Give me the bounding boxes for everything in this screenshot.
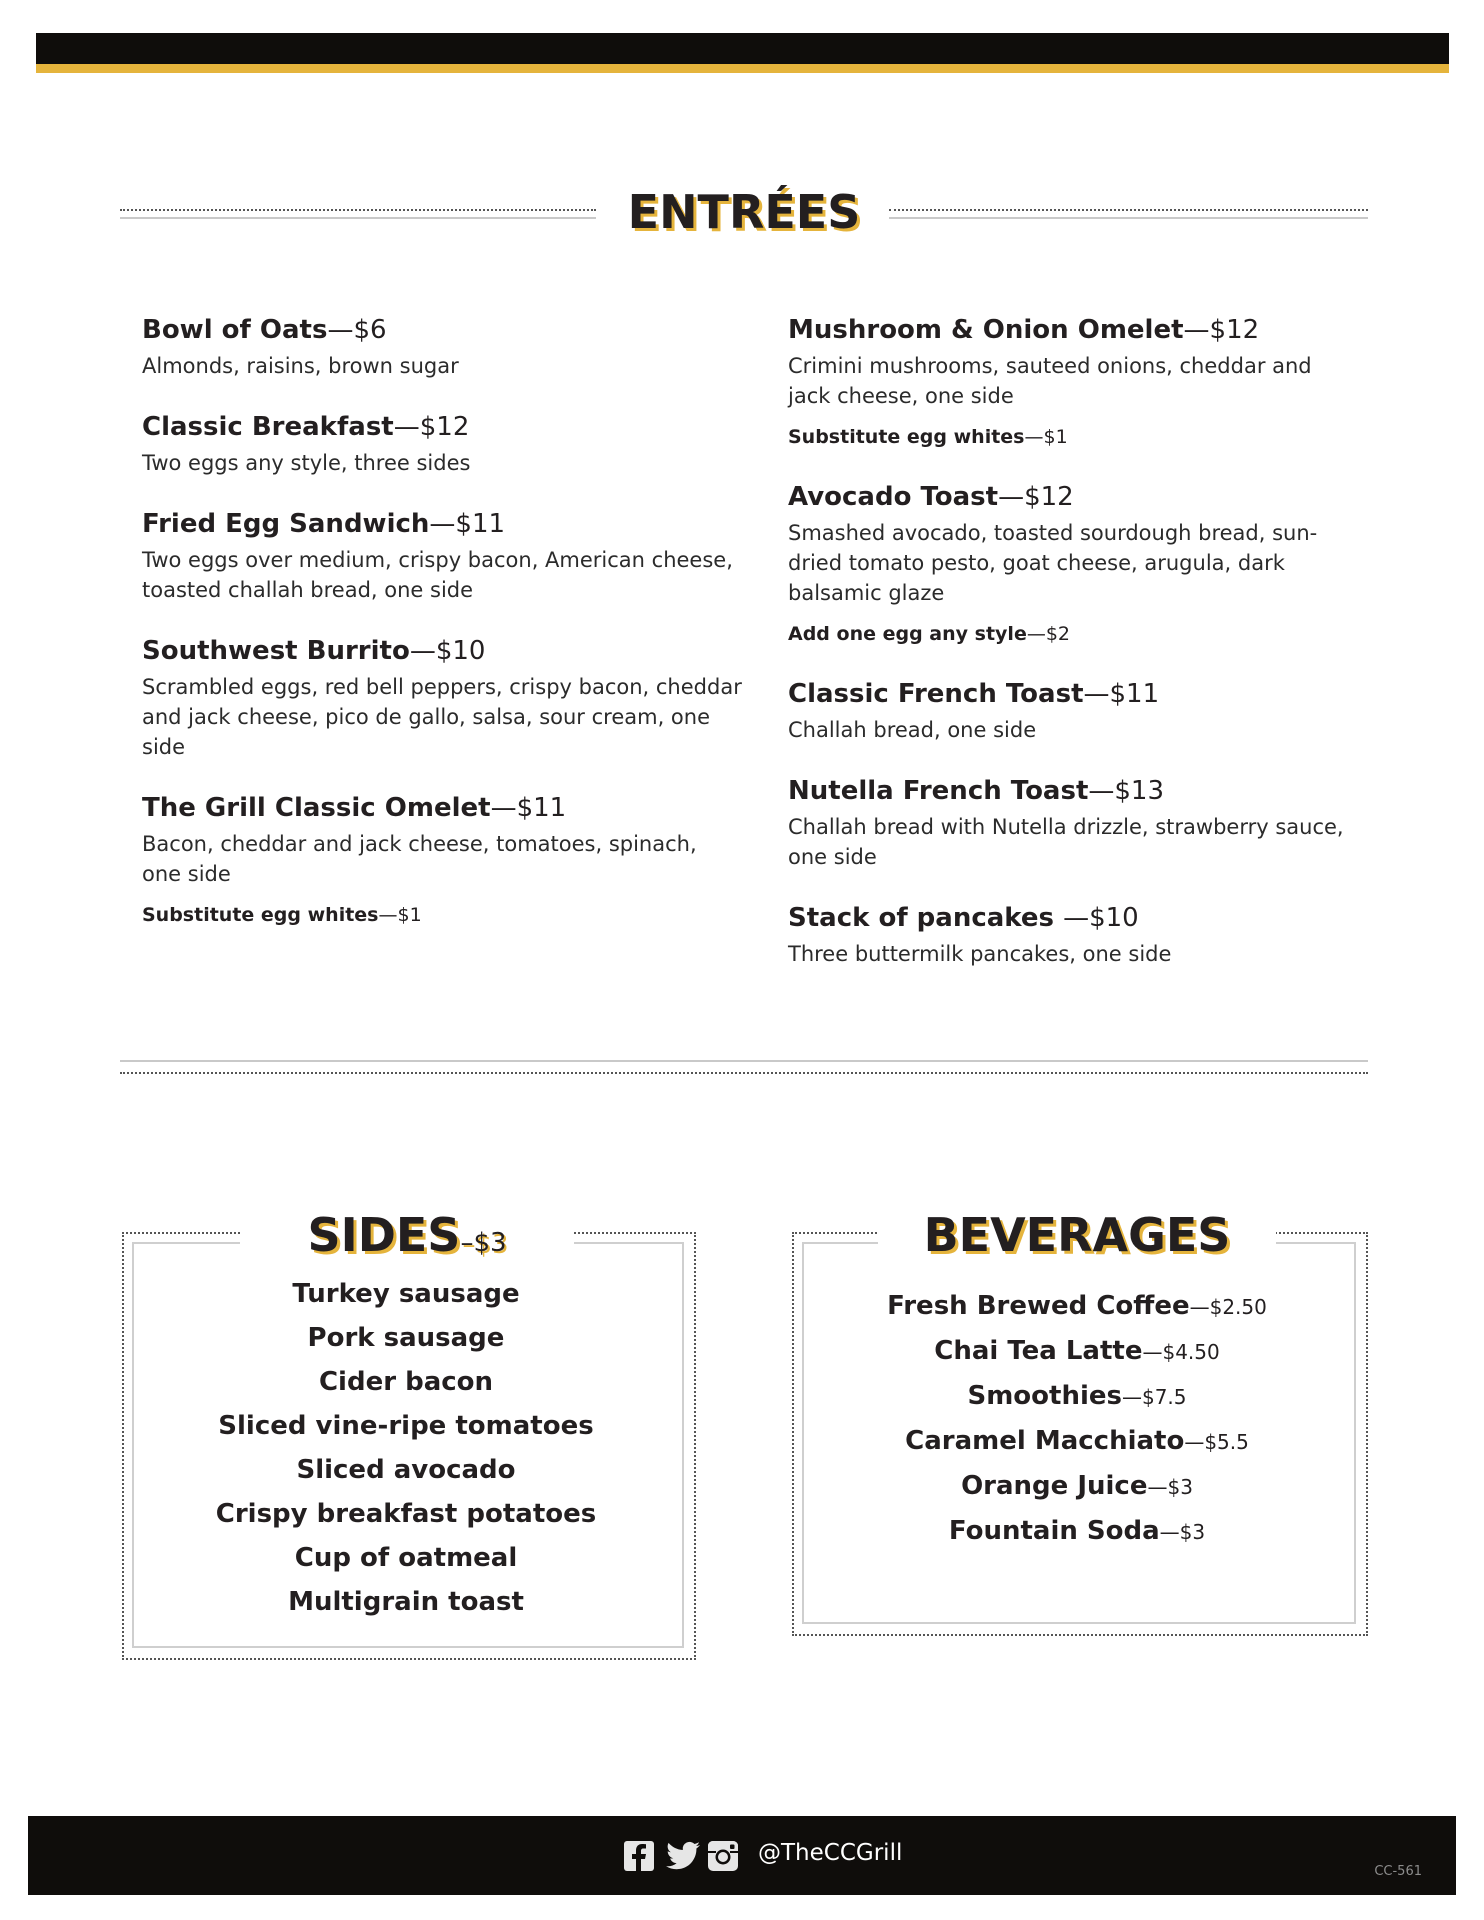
note-name: Add one egg any style bbox=[788, 623, 1027, 645]
entrees-right-column bbox=[788, 312, 1348, 997]
menu-item bbox=[788, 312, 1348, 451]
item-description: Challah bread with Nutella drizzle, strawberry sauce, one side bbox=[788, 815, 1344, 869]
list-item: Cider bacon bbox=[318, 1367, 494, 1397]
beverage-name: Smoothies bbox=[967, 1381, 1122, 1411]
item-description: Scrambled eggs, red bell peppers, crispy bacon, cheddar and jack cheese, pico de gallo, salsa, sour cream, one side bbox=[142, 675, 742, 759]
item-note bbox=[142, 901, 742, 929]
item-description: Two eggs any style, three sides bbox=[142, 451, 471, 475]
note-price: —$2 bbox=[1026, 623, 1071, 645]
sides-title bbox=[240, 1208, 574, 1262]
sides-heading: SIDES bbox=[307, 1208, 461, 1262]
note-price: —$1 bbox=[378, 904, 422, 926]
item-price: —$11 bbox=[429, 509, 506, 539]
item-name: Fried Egg Sandwich bbox=[142, 509, 430, 539]
list-item: Sliced avocado bbox=[296, 1455, 516, 1485]
item-name: Bowl of Oats bbox=[142, 315, 328, 345]
list-item bbox=[802, 1374, 1352, 1419]
note-price: —$1 bbox=[1024, 426, 1068, 448]
beverage-name: Fountain Soda bbox=[948, 1516, 1160, 1546]
beverage-name: Caramel Macchiato bbox=[905, 1426, 1185, 1456]
beverage-price: —$3 bbox=[1159, 1520, 1206, 1544]
item-name: Stack of pancakes bbox=[788, 903, 1064, 933]
sides-price: –$3 bbox=[460, 1228, 507, 1258]
item-name: Avocado Toast bbox=[788, 482, 999, 512]
item-description: Crimini mushrooms, sauteed onions, cheddar and jack cheese, one side bbox=[788, 354, 1312, 408]
entrees-header bbox=[120, 185, 1368, 245]
top-bar bbox=[36, 33, 1449, 64]
footer-bar bbox=[28, 1816, 1456, 1895]
entrees-title: ENTRÉES bbox=[627, 185, 861, 239]
beverage-price: —$4.50 bbox=[1142, 1340, 1220, 1364]
item-name: Nutella French Toast bbox=[788, 776, 1089, 806]
twitter-icon[interactable] bbox=[664, 1839, 698, 1873]
list-item: Multigrain toast bbox=[288, 1587, 524, 1617]
item-name: Mushroom & Onion Omelet bbox=[788, 315, 1184, 345]
item-name: Southwest Burrito bbox=[142, 636, 410, 666]
beverage-name: Chai Tea Latte bbox=[934, 1336, 1143, 1366]
item-price: —$12 bbox=[1183, 315, 1260, 345]
list-item: Turkey sausage bbox=[292, 1279, 520, 1309]
item-note bbox=[788, 423, 1348, 451]
note-name: Substitute egg whites bbox=[142, 904, 379, 926]
top-accent-stripe bbox=[36, 64, 1449, 73]
menu-item bbox=[788, 479, 1348, 648]
section-divider bbox=[120, 1060, 1368, 1074]
beverage-name: Orange Juice bbox=[961, 1471, 1148, 1501]
item-price: —$6 bbox=[327, 315, 387, 345]
beverage-price: —$5.5 bbox=[1184, 1430, 1249, 1454]
menu-item bbox=[788, 773, 1348, 872]
item-description: Almonds, raisins, brown sugar bbox=[142, 354, 459, 378]
beverage-price: —$7.5 bbox=[1121, 1385, 1187, 1409]
sides-list bbox=[132, 1272, 680, 1624]
item-price: —$10 bbox=[409, 636, 486, 666]
item-name: Classic Breakfast bbox=[142, 412, 394, 442]
note-name: Substitute egg whites bbox=[788, 426, 1025, 448]
list-item: Crispy breakfast potatoes bbox=[215, 1499, 597, 1529]
item-name: Classic French Toast bbox=[788, 679, 1084, 709]
list-item bbox=[802, 1329, 1352, 1374]
beverages-title: BEVERAGES bbox=[923, 1208, 1231, 1262]
item-price: —$12 bbox=[998, 482, 1074, 512]
item-price: —$11 bbox=[1083, 679, 1160, 709]
item-description: Bacon, cheddar and jack cheese, tomatoes, spinach, one side bbox=[142, 832, 697, 886]
item-description: Two eggs over medium, crispy bacon, American cheese, toasted challah bread, one side bbox=[142, 548, 733, 602]
menu-item bbox=[142, 790, 742, 929]
list-item bbox=[802, 1464, 1352, 1509]
social-handle[interactable]: @TheCCGrill bbox=[758, 1840, 903, 1866]
list-item: Pork sausage bbox=[307, 1323, 505, 1353]
list-item bbox=[802, 1419, 1352, 1464]
list-item bbox=[802, 1509, 1352, 1554]
menu-item bbox=[142, 312, 742, 381]
social-icons bbox=[622, 1836, 740, 1876]
beverage-name: Fresh Brewed Coffee bbox=[887, 1291, 1190, 1321]
item-price: —$11 bbox=[490, 793, 567, 823]
list-item bbox=[802, 1284, 1352, 1329]
instagram-icon[interactable] bbox=[706, 1839, 740, 1873]
beverage-price: —$2.50 bbox=[1189, 1295, 1267, 1319]
item-description: Three buttermilk pancakes, one side bbox=[788, 942, 1172, 966]
menu-item bbox=[142, 633, 742, 762]
entrees-left-column bbox=[142, 312, 742, 957]
menu-item bbox=[142, 506, 742, 605]
beverage-price: —$3 bbox=[1147, 1475, 1193, 1499]
item-price: —$13 bbox=[1088, 776, 1165, 806]
menu-item bbox=[788, 676, 1348, 745]
list-item: Cup of oatmeal bbox=[294, 1543, 518, 1573]
menu-item bbox=[142, 409, 742, 478]
facebook-icon[interactable] bbox=[622, 1839, 656, 1873]
item-price: —$10 bbox=[1063, 903, 1139, 933]
item-description: Smashed avocado, toasted sourdough bread, sun-dried tomato pesto, goat cheese, arugula, dark balsamic glaze bbox=[788, 521, 1318, 605]
item-name: The Grill Classic Omelet bbox=[142, 793, 491, 823]
item-price: —$12 bbox=[393, 412, 470, 442]
list-item: Sliced vine-ripe tomatoes bbox=[218, 1411, 594, 1441]
menu-item bbox=[788, 900, 1348, 969]
beverages-list bbox=[802, 1284, 1352, 1554]
item-note bbox=[788, 620, 1348, 648]
document-code: CC-561 bbox=[1374, 1864, 1422, 1879]
item-description: Challah bread, one side bbox=[788, 718, 1037, 742]
